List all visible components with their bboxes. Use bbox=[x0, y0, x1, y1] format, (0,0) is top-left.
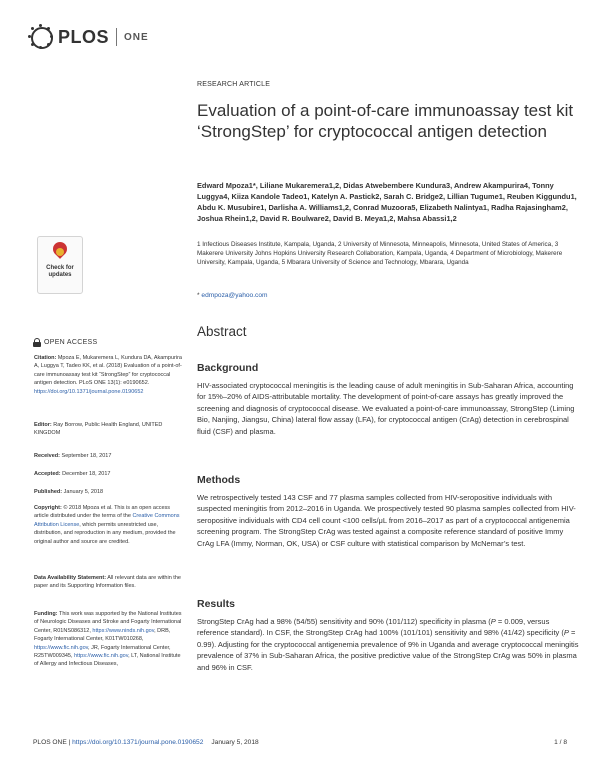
received-block bbox=[34, 452, 184, 460]
ninds-link[interactable]: https://www.ninds.nih.gov bbox=[92, 627, 155, 634]
results-text bbox=[197, 616, 582, 673]
copyright-text-cont: , which permits unrestricted use, distribution, and reproduction in any medium, provided the original author and source are credited. bbox=[34, 521, 176, 545]
open-access-label: OPEN ACCESS bbox=[44, 339, 98, 346]
results-text-2: = 0.009, versus reference standard). In CSF, the StrongStep CrAg had 100% (101/101) sensitivity and 98% (41/42) specificity ( bbox=[197, 617, 564, 638]
check-for-updates-line1: Check for bbox=[46, 265, 74, 271]
editor-label: Editor: bbox=[34, 422, 52, 428]
abstract-heading: Abstract bbox=[197, 324, 247, 339]
page-number: 1 / 8 bbox=[554, 739, 567, 746]
funding-text: This work was supported by the National Institutes of Neurologic Diseases and Stroke and Fogarty International Center, R01NS086312, bbox=[34, 611, 182, 634]
data-availability-block bbox=[34, 574, 184, 591]
results-text-3: = 0.99). Adjusting for the cryptococcal antigenemia prevalence of 9% in Uganda and average cryptococcal meningitis prevalence of 37% in Sub-Saharan Africa, the positive predictive value of the StrongStep CrAg was 50% in plasma and 96% in CSF. bbox=[197, 628, 579, 672]
funding-block bbox=[34, 610, 184, 669]
published-label: Published: bbox=[34, 489, 63, 495]
background-text: HIV-associated cryptococcal meningitis is the leading cause of adult meningitis in Sub-Saharan Africa, accounting for 15%–20% of AIDS-attributable mortality. The development of point-of-care assays has greatly improved the screening and diagnosis of cryptococcal disease. We evaluated a point-of-care immunoassay, StrongStep (Liming Bio, Nanjing, Jiangsu, China) lateral flow assay (LFA), for cryptococcal antigen (CrAg) detection in cerebrospinal fluid (CSF) and plasma. bbox=[197, 381, 575, 436]
citation-label: Citation: bbox=[34, 355, 57, 361]
funding-text-2: , DRB, Fogarty International Center, K01TW010268, bbox=[34, 627, 171, 643]
citation-block bbox=[34, 354, 184, 396]
published-block bbox=[34, 488, 184, 496]
copyright-label: Copyright: bbox=[34, 505, 62, 511]
footer-date: January 5, 2018 bbox=[211, 739, 259, 746]
results-heading: Results bbox=[197, 598, 235, 610]
methods-heading: Methods bbox=[197, 474, 241, 486]
accepted-block bbox=[34, 470, 184, 478]
published-date: January 5, 2018 bbox=[63, 489, 104, 495]
article-type: RESEARCH ARTICLE bbox=[197, 81, 271, 88]
plos-one-logo[interactable] bbox=[28, 24, 149, 50]
data-availability-text: All relevant data are within the paper and its Supporting Information files. bbox=[34, 575, 181, 590]
footer-journal: PLOS ONE bbox=[33, 739, 67, 746]
email-link[interactable]: edmpoza@yahoo.com bbox=[201, 292, 268, 299]
corresponding-email[interactable] bbox=[197, 292, 268, 299]
funding-label: Funding: bbox=[34, 611, 58, 617]
methods-text: We retrospectively tested 143 CSF and 77 plasma samples collected from HIV-seropositive individuals with suspected meningitis from 2012–2016 in Uganda. We prospectively tested 90 plasma samples collected from HIV-seropositive individuals with CD4 cell count <100 cells/μL from 2016–2017 as part of a cryptococcal antigenemia screening program. The StrongStep CrAg was tested against a composite reference standard of positive Immy CrAg LFA (Immy, Norman, OK, USA) or CSF culture with statistical comparison by McNemar’s test. bbox=[197, 493, 576, 548]
brand-name: PLOS bbox=[58, 26, 110, 47]
copyright-text: © 2018 Mpoza et al. This is an open access article distributed under the terms of the bbox=[34, 505, 171, 520]
footer-doi-link[interactable]: https://doi.org/10.1371/journal.pone.0190652 bbox=[72, 739, 204, 746]
editor-text: Ray Borrow, Public Health England, UNITED KINGDOM bbox=[34, 422, 163, 437]
page-footer bbox=[33, 739, 567, 746]
author-list: Edward Mpoza1*, Liliane Mukaremera1,2, Didas Atwebembere Kundura3, Andrew Akampurira4, Tonny Luggya4, Kiiza Kandole Tadeo1, Katelyn A. Pastick2, Sarah C. Bridge2, Lillian Tugume1, Reuben Kiggundu1, Abdu K. Musubire1, Darlisha A. Williams1,2, Conrad Muzoora5, Elizabeth Nalintya1, Radha Rajasingham2, Joshua Rhein1,2, David R. Boulware2, David B. Meya1,2, Mahsa Abassi1,2 bbox=[197, 181, 577, 223]
accepted-label: Accepted: bbox=[34, 471, 61, 477]
funding-text-3: , JR, Fogarty International Center, R25TW009345, bbox=[34, 644, 171, 660]
check-for-updates-button[interactable] bbox=[37, 236, 83, 294]
received-date: September 18, 2017 bbox=[61, 453, 112, 459]
citation-text: Mpoza E, Mukaremera L, Kundura DA, Akampurira A, Luggya T, Tadeo KK, et al. (2018) Evaluation of a point-of-care immunoassay test kit “StrongStep” for cryptococcal antigen detection. PLoS ONE 13(1): e0190652. bbox=[34, 355, 182, 387]
data-availability-label: Data Availability Statement: bbox=[34, 575, 107, 581]
open-access-badge bbox=[33, 338, 97, 347]
footer-separator: | bbox=[66, 739, 73, 746]
article-title: Evaluation of a point-of-care immunoassay test kit ‘StrongStep’ for cryptococcal antigen detection bbox=[197, 101, 574, 141]
citation-doi-link[interactable]: https://doi.org/10.1371/journal.pone.0190652 bbox=[34, 388, 144, 395]
editor-block bbox=[34, 421, 184, 438]
logo-divider bbox=[116, 28, 117, 46]
plos-logo-icon bbox=[28, 24, 54, 50]
p-value-symbol: P bbox=[490, 617, 496, 626]
open-lock-icon bbox=[33, 338, 41, 347]
fic-link-1[interactable]: https://www.fic.nih.gov bbox=[34, 644, 89, 651]
affiliations: 1 Infectious Diseases Institute, Kampala, Uganda, 2 University of Minnesota, Minneapolis, Minnesota, United States of America, 3 Makerere University Johns Hopkins University Research Collaboration, Kampala, Uganda, 4 Department of Microbiology, Makerere University, Kampala, Uganda, 5 Mbarara University of Science and Technology, Mbarara, Uganda bbox=[197, 241, 563, 267]
p-value-symbol: P bbox=[563, 628, 569, 638]
background-heading: Background bbox=[197, 362, 259, 374]
accepted-date: December 18, 2017 bbox=[62, 471, 111, 477]
funding-text-4: , LT, National Institute of Allergy and Infectious Diseases, bbox=[34, 653, 181, 668]
received-label: Received: bbox=[34, 453, 60, 459]
check-for-updates-line2: updates bbox=[48, 272, 72, 278]
cc-license-link[interactable]: Creative Commons Attribution License bbox=[34, 513, 180, 528]
corresponding-marker: * bbox=[197, 292, 200, 299]
copyright-block bbox=[34, 504, 184, 546]
fic-link-2[interactable]: https://www.fic.nih.gov bbox=[74, 653, 129, 660]
results-text-1: StrongStep CrAg had a 98% (54/55) sensitivity and 90% (101/112) specificity in plasma ( bbox=[197, 617, 491, 626]
journal-name: ONE bbox=[124, 31, 149, 43]
check-for-updates-icon bbox=[51, 242, 69, 262]
